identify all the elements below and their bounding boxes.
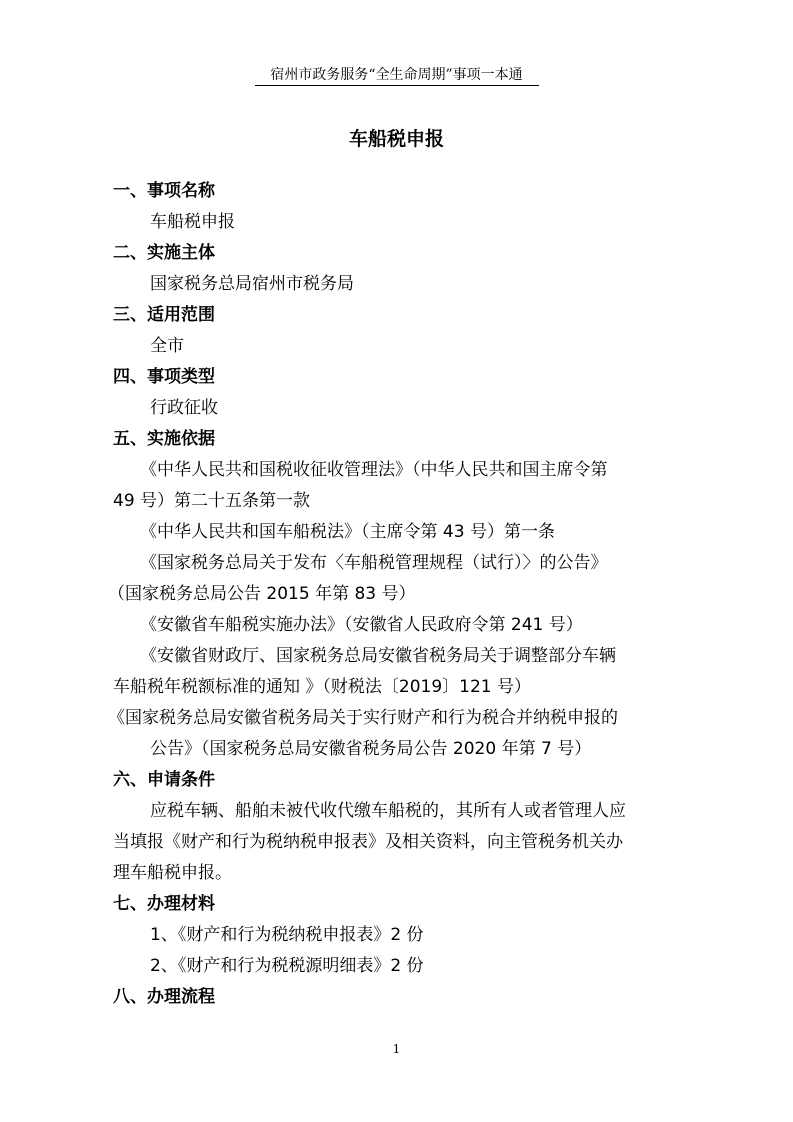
section-heading: 一、事项名称: [113, 181, 215, 201]
section-content: 全市: [150, 336, 184, 356]
section-heading: 五、实施依据: [113, 429, 215, 449]
section-heading: 二、实施主体: [113, 243, 215, 263]
material-item: 1、《财产和行为税纳税申报表》2 份: [150, 925, 424, 945]
section-content: 车船税申报: [150, 212, 235, 232]
section-content: 国家税务总局宿州市税务局: [150, 274, 354, 294]
section-heading: 四、事项类型: [113, 367, 215, 387]
section-heading: 七、办理材料: [113, 894, 215, 914]
page-number: 1: [392, 1042, 401, 1056]
basis-item: 《国家税务总局关于发布〈车船税管理规程（试行）〉的公告》: [140, 553, 608, 573]
section-content: 理车船税申报。: [113, 863, 232, 883]
basis-item-continued: 49 号）第二十五条第一款: [113, 491, 311, 511]
basis-item: 《中华人民共和国税收征收管理法》（中华人民共和国主席令第: [140, 460, 608, 480]
basis-item: 《国家税务总局安徽省税务局关于实行财产和行为税合并纳税申报的: [108, 708, 618, 728]
section-heading: 八、办理流程: [113, 987, 215, 1007]
basis-item-continued: （国家税务总局公告 2015 年第 83 号）: [108, 584, 416, 604]
basis-item: 《中华人民共和国车船税法》（主席令第 43 号）第一条: [140, 522, 555, 542]
running-header: 宿州市政务服务“全生命周期”事项一本通: [270, 67, 523, 83]
header-underline: [255, 85, 539, 86]
section-heading: 三、适用范围: [113, 305, 215, 325]
material-item: 2、《财产和行为税税源明细表》2 份: [150, 956, 424, 976]
basis-item-continued: 车船税年税额标准的通知 》（财税法〔2019〕121 号）: [113, 677, 532, 697]
page-title: 车船税申报: [348, 128, 444, 150]
section-content: 行政征收: [150, 398, 218, 418]
basis-item: 《安徽省财政厅、国家税务总局安徽省税务局关于调整部分车辆: [140, 646, 616, 666]
section-heading: 六、申请条件: [113, 770, 215, 790]
section-content: 应税车辆、船舶未被代收代缴车船税的，其所有人或者管理人应: [150, 801, 626, 821]
section-content: 当填报《财产和行为税纳税申报表》及相关资料，向主管税务机关办: [113, 832, 623, 852]
basis-item-continued: 公告》（国家税务总局安徽省税务局公告 2020 年第 7 号）: [150, 739, 592, 759]
basis-item: 《安徽省车船税实施办法》（安徽省人民政府令第 241 号）: [140, 615, 583, 635]
